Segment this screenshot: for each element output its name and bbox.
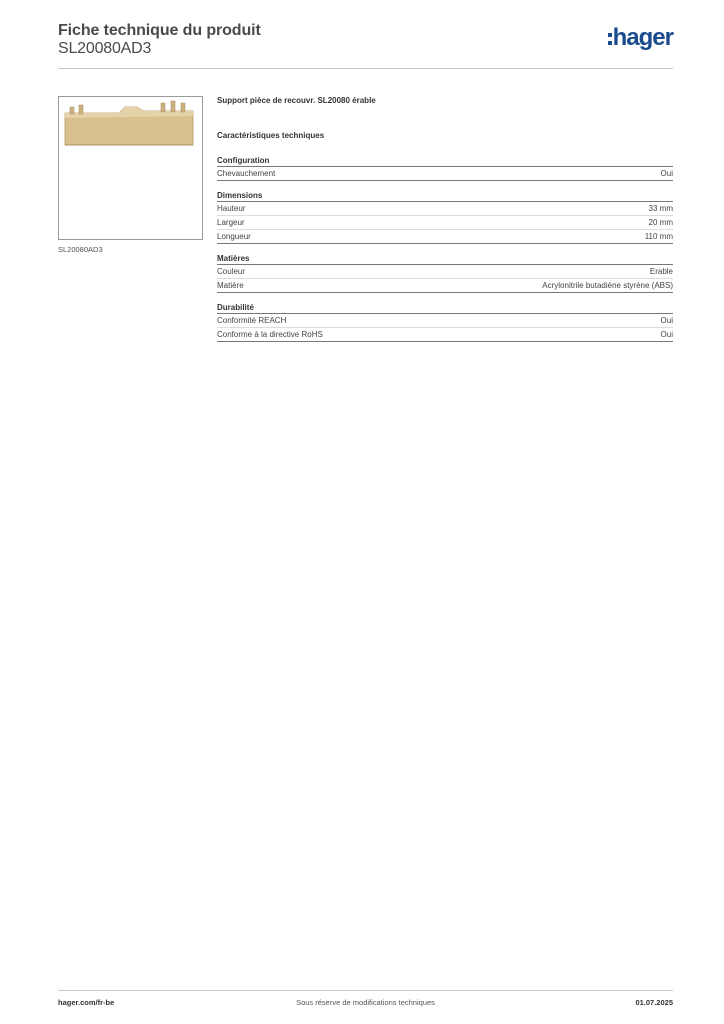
image-caption: SL20080AD3 bbox=[58, 245, 103, 254]
footer-date: 01.07.2025 bbox=[635, 998, 673, 1007]
header-divider bbox=[58, 68, 673, 69]
spec-value: 20 mm bbox=[648, 218, 673, 227]
product-reference: SL20080AD3 bbox=[58, 40, 152, 57]
product-name: Support pièce de recouvr. SL20080 érable bbox=[217, 96, 376, 105]
spec-group-materials bbox=[217, 254, 673, 293]
spec-group-configuration bbox=[217, 156, 673, 181]
spec-label: Hauteur bbox=[217, 204, 246, 213]
logo-text: hager bbox=[612, 24, 673, 51]
group-title: Matières bbox=[217, 254, 673, 265]
product-image bbox=[58, 96, 203, 240]
spec-label: Matière bbox=[217, 281, 244, 290]
spec-value: Erable bbox=[649, 267, 673, 276]
group-title: Configuration bbox=[217, 156, 673, 167]
logo-colon-mark bbox=[608, 33, 612, 45]
spec-label: Conformité REACH bbox=[217, 316, 287, 325]
group-title: Durabilité bbox=[217, 303, 673, 314]
footer-website-link[interactable]: hager.com/fr-be bbox=[58, 998, 115, 1007]
spec-content bbox=[217, 96, 673, 352]
spec-row bbox=[217, 314, 673, 328]
footer-divider bbox=[58, 990, 673, 991]
group-title: Dimensions bbox=[217, 191, 673, 202]
spec-label: Largeur bbox=[217, 218, 245, 227]
spec-group-dimensions bbox=[217, 191, 673, 244]
spec-row bbox=[217, 230, 673, 244]
spec-row bbox=[217, 328, 673, 342]
spec-row bbox=[217, 279, 673, 293]
spec-group-durability bbox=[217, 303, 673, 342]
spec-row bbox=[217, 216, 673, 230]
spec-value: Oui bbox=[660, 169, 673, 178]
spec-value: Acrylonitrile butadiène styrène (ABS) bbox=[542, 281, 673, 290]
spec-row bbox=[217, 167, 673, 181]
footer-disclaimer: Sous réserve de modifications techniques bbox=[296, 998, 435, 1007]
spec-label: Conforme à la directive RoHS bbox=[217, 330, 323, 339]
spec-row bbox=[217, 202, 673, 216]
spec-label: Couleur bbox=[217, 267, 246, 276]
spec-value: 33 mm bbox=[648, 204, 673, 213]
spec-value: Oui bbox=[660, 316, 673, 325]
product-image-illustration bbox=[59, 97, 202, 239]
spec-label: Longueur bbox=[217, 232, 251, 241]
page-header bbox=[58, 20, 673, 70]
spec-value: Oui bbox=[660, 330, 673, 339]
spec-row bbox=[217, 265, 673, 279]
hager-logo[interactable] bbox=[608, 26, 673, 50]
document-title: Fiche technique du produit bbox=[58, 22, 261, 39]
spec-value: 110 mm bbox=[644, 232, 673, 241]
section-title: Caractéristiques techniques bbox=[217, 131, 325, 140]
spec-label: Chevauchement bbox=[217, 169, 276, 178]
